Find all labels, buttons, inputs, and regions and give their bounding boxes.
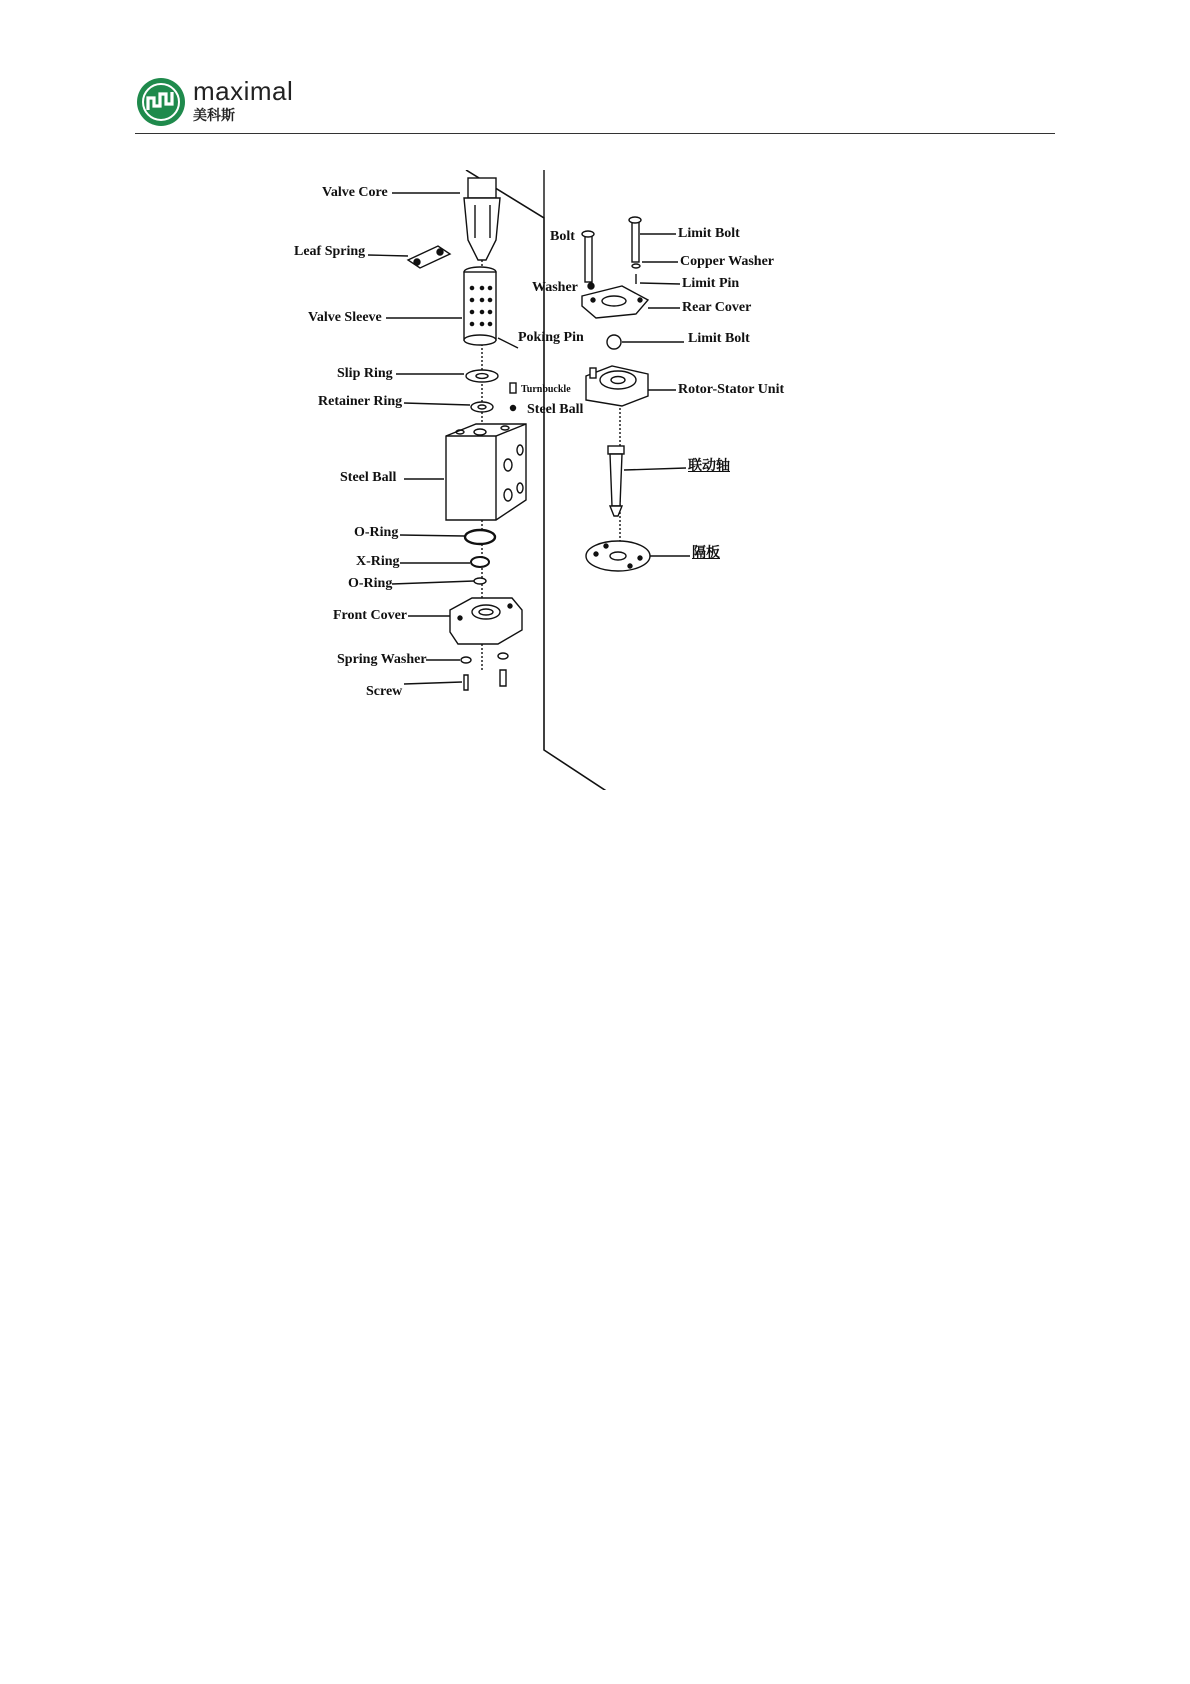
label-leaf-spring: Leaf Spring [294,244,366,259]
maximal-logo-icon [135,76,187,128]
label-slip-ring: Slip Ring [337,366,393,381]
label-steel-ball-body: Steel Ball [340,470,397,485]
label-o-ring-2: O-Ring [348,576,393,591]
label-poking-pin: Poking Pin [518,330,584,345]
header-divider [135,133,1055,134]
label-o-ring-1: O-Ring [354,525,399,540]
plate-part [586,541,650,571]
label-front-cover: Front Cover [333,608,407,623]
label-screw: Screw [366,684,403,699]
label-x-ring: X-Ring [356,554,400,569]
limit-bolt-top-part [629,217,641,284]
rear-cover-part [582,286,648,318]
valve-sleeve-part [464,267,496,345]
label-bolt: Bolt [550,229,575,244]
label-limit-bolt: Limit Bolt [688,331,750,346]
valve-core-part [464,178,500,260]
front-cover-part [450,598,522,644]
label-washer: Washer [532,280,578,295]
page-header [135,72,1055,134]
linkage-shaft-part [608,446,624,516]
label-retainer-ring: Retainer Ring [318,394,403,409]
label-valve-core: Valve Core [322,185,388,200]
label-valve-sleeve: Valve Sleeve [308,310,382,325]
label-plate: 隔板 [692,546,720,561]
label-copper-washer: Copper Washer [680,254,774,269]
rotor-stator-unit-part [586,366,648,406]
bolt-part [582,231,594,289]
label-limit-bolt-top: Limit Bolt [678,226,740,241]
label-rear-cover: Rear Cover [682,300,752,315]
valve-body-part [446,424,526,520]
exploded-view-diagram [294,170,860,790]
label-linkage-shaft: 联动轴 [688,459,730,474]
leaf-spring-part [408,246,450,268]
label-steel-ball: Steel Ball [527,402,584,417]
label-spring-washer: Spring Washer [337,652,427,667]
label-turnbuckle: Turnbuckle [521,384,571,395]
label-limit-pin: Limit Pin [682,276,740,291]
label-rotor-stator-unit: Rotor-Stator Unit [678,382,785,397]
brand-name-cn: 美科斯 [193,108,235,124]
brand-name: maximal [193,76,294,106]
